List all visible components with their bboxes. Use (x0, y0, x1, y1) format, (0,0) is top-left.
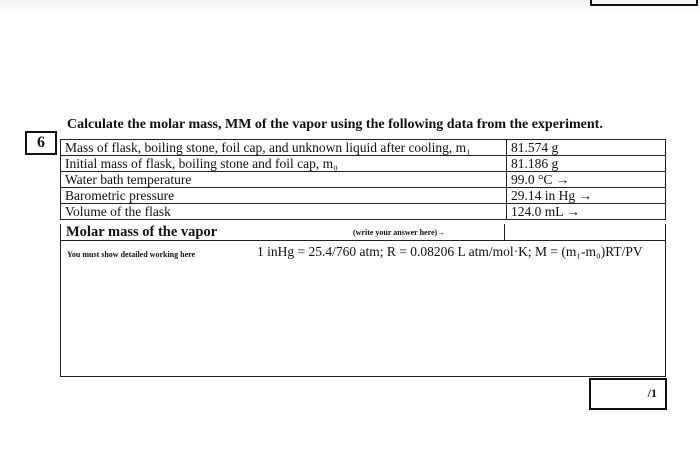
score-box (589, 378, 667, 410)
row-label: Volume of the flask (61, 204, 507, 220)
table-row (61, 156, 666, 172)
molar-mass-answer-field[interactable] (504, 224, 667, 240)
data-table (60, 139, 666, 220)
table-row (61, 188, 666, 204)
row-label: Mass of flask, boiling stone, foil cap, and unknown liquid after cooling, m₁ (61, 140, 507, 156)
molar-mass-label: Molar mass of the vapor (66, 224, 218, 240)
row-value: 81.574 g (507, 140, 666, 156)
write-answer-hint: (write your answer here)→ (353, 228, 446, 237)
table-row (61, 172, 666, 188)
table-row (61, 140, 666, 156)
formula-hint: 1 inHg = 25.4/760 atm; R = 0.08206 L atm/mol·K; M = (m₁-m₀)RT/PV (257, 244, 643, 259)
working-label: You must show detailed working here (67, 250, 196, 259)
working-area[interactable] (60, 240, 666, 377)
row-label: Barometric pressure (61, 188, 507, 204)
table-row (61, 204, 666, 220)
molar-mass-row (60, 224, 666, 241)
row-value: 124.0 mL → (507, 204, 666, 220)
row-value: 29.14 in Hg → (507, 188, 666, 204)
question-number: 6 (25, 131, 57, 155)
top-score-box (590, 0, 698, 6)
score-text: /1 (647, 386, 657, 400)
row-label: Initial mass of flask, boiling stone and foil cap, m₀ (61, 156, 507, 172)
row-value: 99.0 °C → (507, 172, 666, 188)
row-value: 81.186 g (507, 156, 666, 172)
question-instruction: Calculate the molar mass, MM of the vapor using the following data from the experiment. (67, 117, 603, 132)
row-label: Water bath temperature (61, 172, 507, 188)
